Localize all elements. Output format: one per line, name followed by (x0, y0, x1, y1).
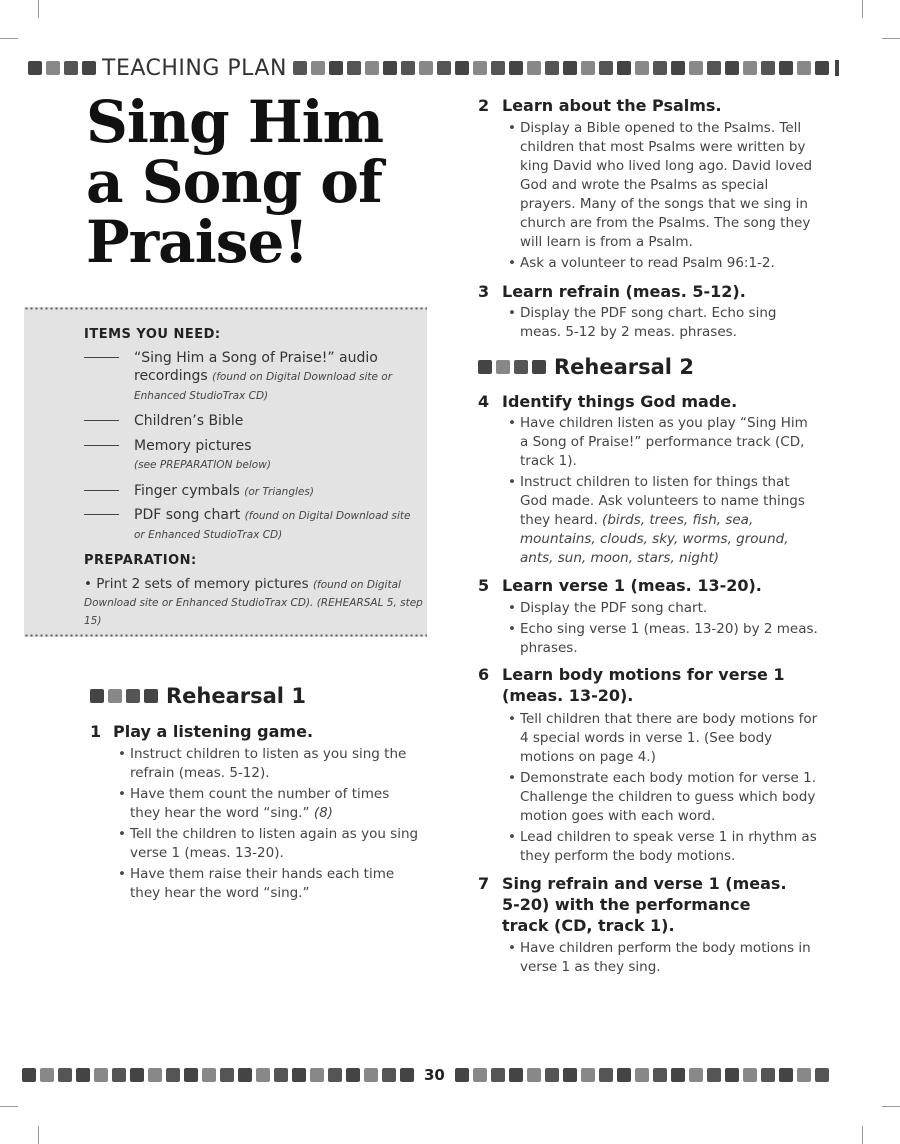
check-blank (84, 420, 119, 421)
rehearsal-2-heading: Rehearsal 2 (478, 355, 694, 379)
crop-mark (882, 1106, 900, 1107)
list-item: • Display the PDF song chart. (508, 599, 818, 618)
check-blank (84, 357, 119, 358)
decorative-squares (455, 1068, 829, 1082)
dotted-divider (24, 307, 427, 310)
list-item: • Display the PDF song chart. Echo sing meas. 5-12 by 2 meas. phrases. (508, 304, 818, 342)
rehearsal-1-heading: Rehearsal 1 (90, 684, 306, 708)
step-6-title: 6 Learn body motions for verse 1 (meas. 13-20). (478, 665, 785, 705)
section-label: TEACHING PLAN (102, 55, 287, 81)
item-note: (see PREPARATION below) (134, 459, 271, 471)
list-item: • Demonstrate each body motion for verse 1. Challenge the children to guess which body motion goes with each word. (508, 769, 818, 826)
items-box (24, 307, 427, 637)
items-heading: ITEMS YOU NEED: (84, 327, 221, 342)
item-memory-pictures (84, 437, 424, 474)
end-bar (835, 60, 839, 76)
check-blank (84, 490, 119, 491)
item-finger-cymbals (84, 482, 424, 501)
item-audio (84, 349, 424, 405)
crop-mark (882, 38, 900, 39)
decorative-squares (28, 61, 96, 75)
list-item: • Ask a volunteer to read Psalm 96:1-2. (508, 254, 818, 273)
step-5-title: 5 Learn verse 1 (meas. 13-20). (478, 576, 762, 595)
header-bar (28, 55, 878, 81)
step-4-bullets (508, 414, 818, 570)
crop-mark (862, 0, 863, 18)
decorative-squares (22, 1068, 414, 1082)
list-item: • Display a Bible opened to the Psalms. Tell children that most Psalms were written by king David who lived long ago. David loved God and wrote the Psalms as special prayers. Many of the songs that we sing in church are from the Psalms. The song they will learn is from a Psalm. (508, 119, 818, 252)
footer-bar (22, 1063, 878, 1087)
list-item: • Echo sing verse 1 (meas. 13-20) by 2 meas. phrases. (508, 620, 818, 658)
item-song-chart (84, 506, 424, 544)
item-note: (found on Digital Download site or Enhanced StudioTrax CD) (134, 510, 411, 541)
item-text: Children’s Bible (134, 413, 244, 429)
crop-mark (38, 0, 39, 18)
preparation-text: • Print 2 sets of memory pictures (found on Digital Download site or Enhanced StudioTrax CD). (REHEARSAL 5, step 15) (84, 576, 423, 627)
crop-mark (38, 1126, 39, 1144)
list-item: • Have children perform the body motions in verse 1 as they sing. (508, 939, 818, 977)
check-blank (84, 445, 119, 446)
step-7-title: 7 Sing refrain and verse 1 (meas. 5-20) with the performance track (CD, track 1). (478, 874, 787, 935)
decorative-squares (478, 360, 546, 374)
list-item: • Tell the children to listen again as you sing verse 1 (meas. 13-20). (118, 825, 423, 863)
item-bible (84, 412, 424, 430)
check-blank (84, 514, 119, 515)
list-item: • Tell children that there are body motions for 4 special words in verse 1. (See body motions on page 4.) (508, 710, 818, 767)
page-number: 30 (424, 1066, 445, 1084)
step-5-bullets (508, 599, 818, 660)
preparation-heading: PREPARATION: (84, 553, 197, 568)
list-item: • Lead children to speak verse 1 in rhythm as they perform the body motions. (508, 828, 818, 866)
list-item: • Have them count the number of times they hear the word “sing.” (8) (118, 785, 423, 823)
title-line: a Song of (86, 148, 382, 216)
list-item: • Instruct children to listen as you sing the refrain (meas. 5-12). (118, 745, 423, 783)
step-3-title: 3 Learn refrain (meas. 5-12). (478, 282, 746, 301)
item-note: (or Triangles) (244, 486, 314, 498)
step-1-title: 1 Play a listening game. (90, 722, 314, 741)
step-1-bullets (118, 745, 423, 905)
crop-mark (862, 1126, 863, 1144)
step-4-title: 4 Identify things God made. (478, 392, 738, 411)
list-item: • Have children listen as you play “Sing Him a Song of Praise!” performance track (CD, track 1). (508, 414, 818, 471)
crop-mark (0, 38, 18, 39)
decorative-squares (293, 61, 829, 75)
item-text: PDF song chart (134, 507, 241, 523)
step-6-bullets (508, 710, 818, 868)
page-title (86, 88, 426, 276)
list-item: • Have them raise their hands each time they hear the word “sing.” (118, 865, 423, 903)
crop-mark (0, 1106, 18, 1107)
step-3-bullets (508, 304, 818, 344)
title-line: Sing Him (86, 88, 384, 156)
step-2-title: 2 Learn about the Psalms. (478, 96, 722, 115)
item-text: Memory pictures (134, 438, 252, 454)
item-note: (found on Digital Download site or Enhanced StudioTrax CD) (134, 371, 393, 402)
dotted-divider (24, 634, 427, 637)
list-item: • Instruct children to listen for things that God made. Ask volunteers to name things they heard. (birds, trees, fish, sea, mountains, clouds, sky, worms, ground, ants, sun, moon, stars, night) (508, 473, 818, 568)
step-7-bullets (508, 939, 818, 979)
decorative-squares (90, 689, 158, 703)
step-2-bullets (508, 119, 818, 275)
item-text: Finger cymbals (134, 483, 240, 499)
title-line: Praise! (86, 208, 308, 276)
item-text: “Sing Him a Song of Praise!” audio recordings (134, 350, 378, 384)
